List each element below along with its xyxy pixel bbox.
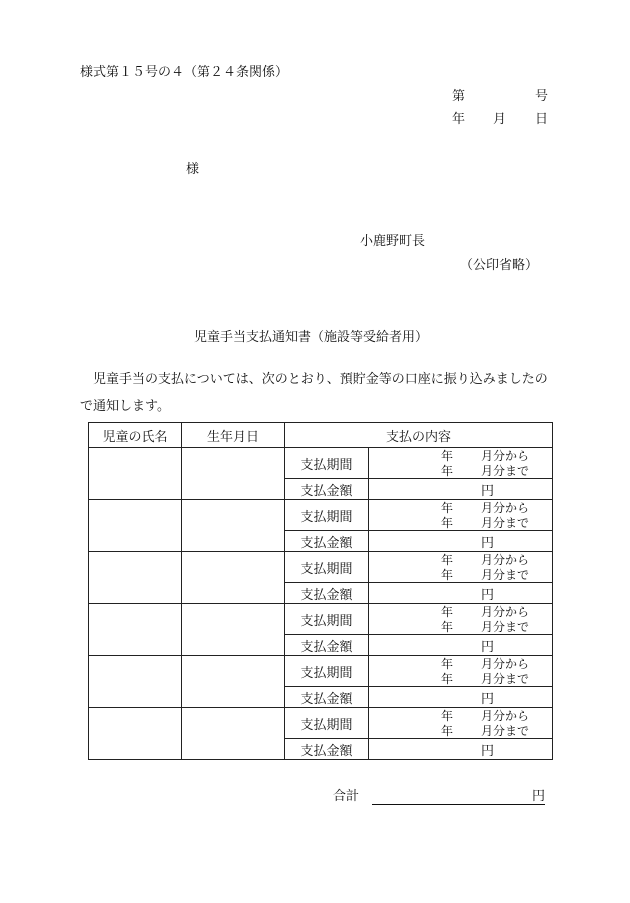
table-row [89,448,553,479]
date-day-label: 日 [535,112,549,127]
table-header-row [89,423,553,448]
period-from-month: 月分から [481,657,530,671]
header-child-name: 児童の氏名 [89,423,182,448]
amount-yen: 円 [369,531,553,552]
date-year-label: 年 [452,112,466,127]
total-yen-label: 円 [532,789,546,804]
period-from-month: 月分から [481,501,530,515]
amount-yen: 円 [369,739,553,760]
birth-date-cell [182,656,285,708]
document-number-suffix: 号 [535,89,549,104]
child-name-cell [89,708,182,760]
issuer-name: 小鹿野町長 [360,234,426,249]
period-cell [369,500,553,531]
period-to-year: 年 [441,464,454,478]
recipient-honorific: 様 [186,162,200,177]
table-row [89,656,553,687]
amount-yen: 円 [369,687,553,708]
payment-table [88,422,553,760]
period-to-year: 年 [441,724,454,738]
period-from-month: 月分から [481,709,530,723]
period-from-year: 年 [441,709,454,723]
period-cell [369,708,553,739]
period-to-year: 年 [441,672,454,686]
period-label: 支払期間 [285,656,369,687]
period-to-month: 月分まで [481,464,530,478]
table-row [89,604,553,635]
amount-yen: 円 [369,479,553,500]
seal-omitted-note: （公印省略） [460,258,539,273]
child-name-cell [89,604,182,656]
period-cell [369,448,553,479]
amount-label: 支払金額 [285,739,369,760]
date-month-label: 月 [493,112,507,127]
period-from-year: 年 [441,657,454,671]
birth-date-cell [182,500,285,552]
form-number: 様式第１５号の４（第２４条関係） [80,65,289,80]
period-from-month: 月分から [481,605,530,619]
table-row [89,500,553,531]
birth-date-cell [182,448,285,500]
period-to-year: 年 [441,516,454,530]
period-from-year: 年 [441,449,454,463]
amount-label: 支払金額 [285,479,369,500]
child-name-cell [89,448,182,500]
period-cell [369,656,553,687]
child-name-cell [89,500,182,552]
amount-label: 支払金額 [285,687,369,708]
period-cell [369,604,553,635]
amount-yen: 円 [369,635,553,656]
amount-yen: 円 [369,583,553,604]
period-to-month: 月分まで [481,620,530,634]
period-to-month: 月分まで [481,724,530,738]
period-to-year: 年 [441,568,454,582]
period-label: 支払期間 [285,708,369,739]
period-label: 支払期間 [285,500,369,531]
child-name-cell [89,552,182,604]
birth-date-cell [182,552,285,604]
header-payment-details: 支払の内容 [285,423,553,448]
body-text: 児童手当の支払については、次のとおり、預貯金等の口座に振り込みましたので通知します。 [80,372,548,414]
header-birth-date: 生年月日 [182,423,285,448]
period-cell [369,552,553,583]
table-row [89,552,553,583]
total-amount-line [372,804,545,805]
period-to-year: 年 [441,620,454,634]
period-to-month: 月分まで [481,672,530,686]
amount-label: 支払金額 [285,635,369,656]
period-label: 支払期間 [285,552,369,583]
child-name-cell [89,656,182,708]
period-from-year: 年 [441,605,454,619]
period-from-month: 月分から [481,553,530,567]
period-to-month: 月分まで [481,516,530,530]
birth-date-cell [182,708,285,760]
document-number-prefix: 第 [452,89,466,104]
total-label: 合計 [333,789,360,804]
amount-label: 支払金額 [285,531,369,552]
table-row [89,708,553,739]
birth-date-cell [182,604,285,656]
period-label: 支払期間 [285,448,369,479]
period-from-year: 年 [441,553,454,567]
document-title: 児童手当支払通知書（施設等受給者用） [194,330,429,345]
amount-label: 支払金額 [285,583,369,604]
period-label: 支払期間 [285,604,369,635]
period-from-month: 月分から [481,449,530,463]
period-from-year: 年 [441,501,454,515]
period-to-month: 月分まで [481,568,530,582]
